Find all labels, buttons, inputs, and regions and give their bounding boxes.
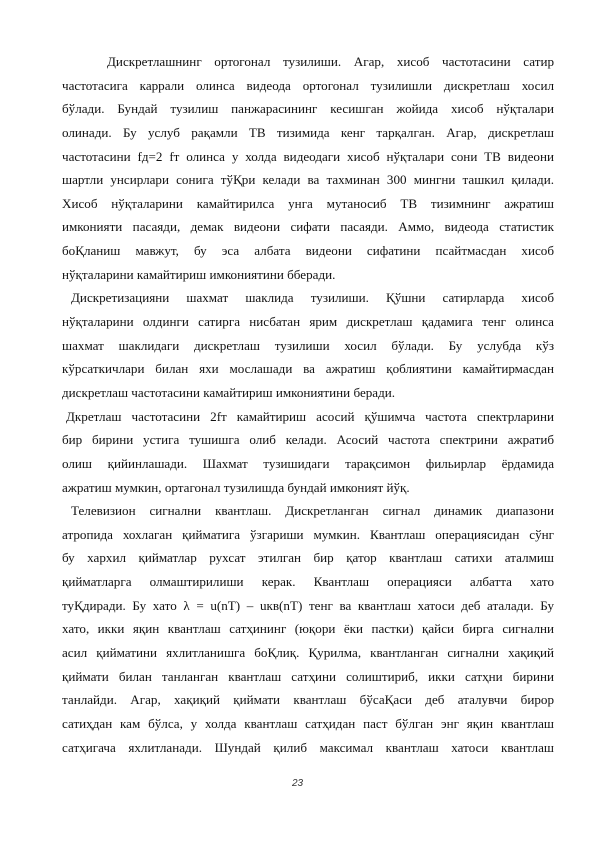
text-line: Дискретлашнинг ортогонал тузилиши. Агар, хисоб частотасини сатир — [107, 54, 554, 69]
text-line: асил қийматини яхлитланишга боҚлиқ. Қурилма, квантланган сигнални хақиқий — [62, 645, 554, 661]
text-line: имконияти пасаяди, демак видеони сифати пасаяди. Аммо, видеода статистик — [62, 219, 554, 235]
text-line: атропида хохлаган қийматига ўзгариши мумкин. Квантлаш операциясидан сўнг — [62, 526, 554, 542]
text-line: боҚланиш мавжут, бу эса албата видеони сифатини псайтмасдан хисоб — [62, 243, 554, 259]
text-line: частотасига каррали олинса видеода ортогонал тузилишли дискретлаш хосил — [62, 77, 554, 93]
document-body — [62, 50, 554, 759]
text-line: қийматларга олмаштирилиши керак. Квантлаш операцияси албатта хато — [62, 574, 554, 590]
text-line: сатиҳдан кам бўлса, у холда квантлаш сатҳидан паст бўлган энг яқин квантлаш — [62, 715, 554, 731]
text-line: хато, икки яқин квантлаш сатҳининг (юқори ёки пастки) қайси бирга сигнални — [62, 621, 554, 637]
text-line: Дкретлаш частотасини 2fт камайтириш асосий қўшимча частота спектрларини — [66, 408, 554, 424]
text-line: сатҳигача яхлитланади. Шундай қилиб максимал квантлаш хатоси квантлаш — [62, 739, 554, 755]
text-line: нўқталарини олдинги сатирга нисбатан ярим дискретлаш қадамига тенг олинса — [62, 314, 554, 330]
text-line: олинади. Бу услуб рақамли ТВ тизимида кенг тарқалган. Агар, дискретлаш — [62, 124, 554, 140]
text-line: Дискретизацияни шахмат шаклида тузилиши. Қўшни сатирларда хисоб — [71, 290, 554, 306]
page-number: 23 — [291, 778, 304, 789]
text-line: Хисоб нўқталарини камайтирилса унга мутаносиб ТВ тизимнинг ажратиш — [62, 195, 554, 211]
text-line: бўлади. Бундай тузилиш панжарасининг кесишган жойида хисоб нўқталари — [62, 101, 554, 117]
text-line: ажратиш мумкин, ортагонал тузилишда бундай имконият йўқ. — [62, 479, 410, 495]
text-line: туҚдиради. Бу хато λ = u(nT) – uкв(nT) тенг ва квантлаш хатоси деб аталади. Бу — [62, 597, 554, 613]
text-line: Телевизион сигнални квантлаш. Дискретланган сигнал динамик диапазони — [71, 503, 554, 519]
text-line: кўрсаткичлари билан яхи мослашади ва ажратиш қоблиятини камайтирмасдан — [62, 361, 554, 377]
paragraph-frequency-reduction — [62, 405, 554, 500]
text-line: шартли унсирлари сонига тўҚри келади ва тахминан 300 мингни ташкил қилади. — [62, 172, 554, 188]
text-line: қиймати билан танланган квантлаш сатҳини солиштириб, икки сатҳни бирини — [62, 668, 554, 684]
text-line: танлайди. Агар, хақиқий қиймати квантлаш бўсаҚаси деб аталувчи бирор — [62, 692, 554, 708]
text-line: шахмат шаклидаги дискретлаш тузилиши хосил бўлади. Бу услубда кўз — [62, 337, 554, 353]
paragraph-quantization — [62, 499, 554, 759]
text-line: дискретлаш частотасини камайтириш имкониятини беради. — [62, 384, 396, 400]
text-line: олиш қийинлашади. Шахмат тузишидаги тарақсимон фильирлар ёрдамида — [62, 455, 554, 471]
paragraph-chess-structure — [62, 286, 554, 404]
text-line: нўқталарини камайтириш имкониятини бберади. — [62, 266, 336, 282]
text-line: бу хархил қийматлар рухсат этилган бир қатор квантлаш сатихи аталмиш — [62, 550, 554, 566]
paragraph-orthogonal-structure — [62, 50, 554, 286]
text-line: бир бирини устига тушишга олиб келади. Асосий частота спектрини ажратиб — [62, 432, 554, 448]
text-line: частотасини fд=2 fт олинса у холда видеодаги хисоб нўқталари сони ТВ видеони — [62, 148, 554, 164]
